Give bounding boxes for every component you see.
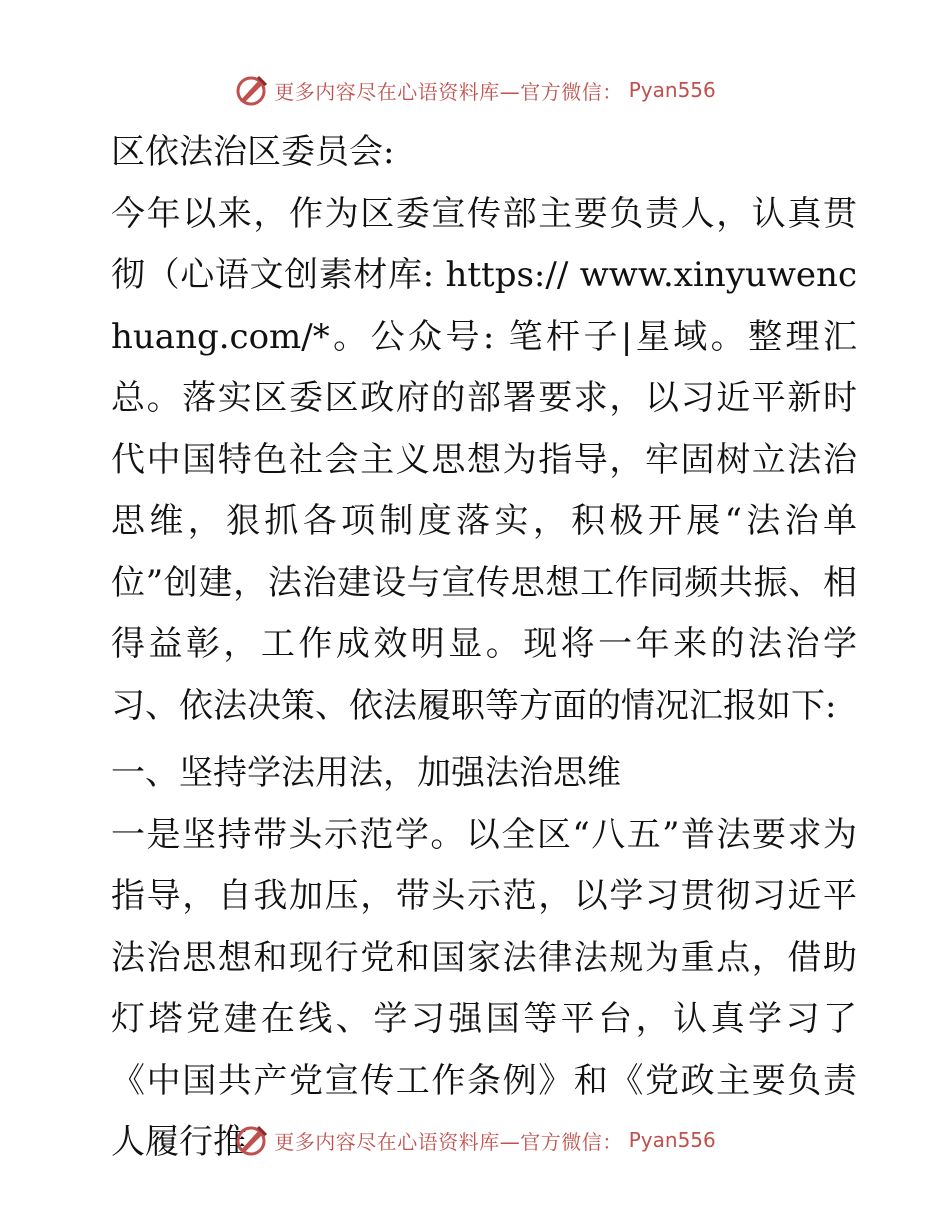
- footer-banner-text: 更多内容尽在心语资料库—官方微信：: [274, 1129, 623, 1154]
- footer-watermark-banner: [0, 1120, 950, 1160]
- section-1-heading: 一、坚持学法用法，加强法治思维: [111, 753, 621, 793]
- intro-paragraph: 今年以来，作为区委宣传部主要负责人，认真贯彻（心语文创素材库: https:// www.xinyuwenchuang.com/*。公众号: 笔杆子|星域。整理汇总。落实区委区政府的部署要求，以习近平新时代中国特色社会主义思想为指导，牢固树立法治思维，狠抓各项制度落实，积极开展“法治单位”创建，法治建设与宣传思想工作同频共振、相得益彰，工作成效明显。现将一年来的法治学习、依法决策、依法履职等方面的情况汇报如下:: [111, 193, 857, 726]
- pen-logo-icon: [234, 1123, 268, 1157]
- footer-banner-brand: Pyan556: [628, 1128, 716, 1152]
- salutation: 区依法治区委员会:: [111, 132, 395, 172]
- header-watermark-banner: [0, 70, 950, 110]
- header-banner-text: 更多内容尽在心语资料库—官方微信：: [274, 79, 623, 104]
- header-banner-brand: Pyan556: [628, 78, 716, 102]
- document-body: [97, 122, 857, 1174]
- pen-logo-icon: [234, 73, 268, 107]
- section-1-paragraph-1: 一是坚持带头示范学。以全区“八五”普法要求为指导，自我加压，带头示范，以学习贯彻习近平法治思想和现行党和国家法律法规为重点，借助灯塔党建在线、学习强国等平台，认真学习了《中国共产党宣传工作条例》和《党政主要负责人履行推: [111, 814, 857, 1162]
